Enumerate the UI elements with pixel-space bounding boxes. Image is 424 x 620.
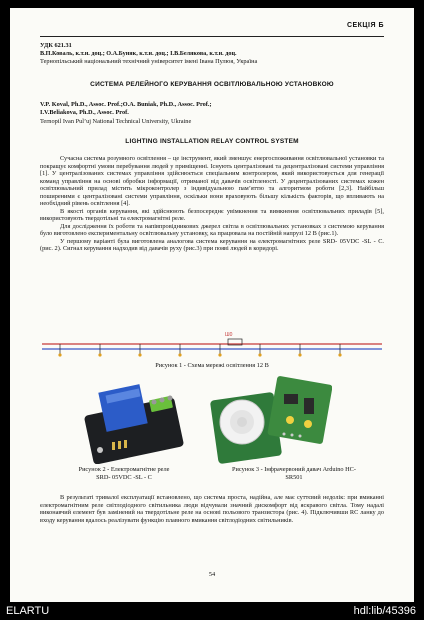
footer-handle: hdl:lib/45396 bbox=[353, 605, 416, 617]
page-header bbox=[40, 22, 384, 37]
switch-label: Ш0 bbox=[225, 332, 233, 338]
udc-code: УДК 621.31 bbox=[40, 42, 72, 49]
pir-sensor-image bbox=[210, 376, 332, 464]
figure1-caption: Рисунок 1 - Схема мережі освітлення 12 В bbox=[155, 362, 269, 369]
repository-footer bbox=[0, 602, 424, 620]
paragraph-2: В якості органів керування, які здійснюють безпосереднє увімкнення та вимкнення освітлювальних приладів [5], використовують твердотільні та електромагнітні реле. bbox=[40, 207, 384, 222]
lighting-network-diagram bbox=[40, 326, 384, 360]
paragraph-1: Сучасна система розумного освітлення – це інструмент, який зменшує енергоспоживання освітлювальної установки та покращує комфортні умови перебування людей у приміщенні. Існують централізовані та децентралізовані системи управління [1]. У централізованих системах управління здійснюється спеціальним контролером, який використовується для генерації команд управління на основі обробки інформації, отриманої від давачів освітленості. У децентралізованих системах кожен освітлювальний прилад містить мікроконтролер з індивідуальною пам’яттю та алгоритмом роботи [2,3]. Найбільш поширеними є централізовані системи управління, оскільки вони враховують більшу кількість факторів, що впливають на необхідний рівень освітлення [4]. bbox=[40, 155, 384, 207]
page-number: 54 bbox=[208, 571, 216, 578]
affiliation-uk: Тернопільський національний технічний університет імені Івана Пулюя, Україна bbox=[40, 58, 258, 65]
paragraph-3: Для дослідження їх роботи та напівпровідникових джерел світла в освітлювальних установках з системою керування було виготовлено експериментальну освітлювальну установку, ка працювала на постійній напрузі 12 В (рис.1). bbox=[40, 222, 384, 237]
figure2-caption-line1: Рисунок 2 - Електромагнітне реле bbox=[78, 466, 170, 473]
authors-en-line2: I.V.Beliakova, Ph.D., Assoc. Prof. bbox=[40, 109, 129, 116]
body-text-top bbox=[40, 155, 384, 253]
figure2-caption bbox=[30, 466, 218, 481]
title-en: LIGHTING INSTALLATION RELAY CONTROL SYSTEM bbox=[125, 138, 299, 145]
paragraph-5: В результаті тривалої експлуатації встановлено, що система проста, надійна, але має суттєвий недолік: при вмиканні електромагнітним реле світлодіодного світильника люди відчували значний дискомфорт від яскравого світла. Тому надалі виконавчий елемент був замінений на твердотільне реле на основі польового транзистора (рис. 4). Підключивши RC ланку до входу керування вдалось реалізувати функцію плавного вмикання світлодіодних світильників. bbox=[40, 494, 384, 524]
section-label: СЕКЦІЯ Б bbox=[346, 22, 384, 29]
figure3-caption-line2: SR501 bbox=[285, 473, 303, 481]
body-text-bottom bbox=[40, 494, 384, 524]
authors-uk: В.П.Коваль, к.т.н. доц.; О.А.Буняк, к.т.н. доц.; І.В.Белякова, к.т.н. доц. bbox=[40, 50, 237, 57]
paragraph-4: У першому варіанті була виготовлена аналогова система керування на електромагнітних реле SRD- 05VDC -SL - C. (рис. 2). Сигнал керування надходив від давачів руху (рис.3) при появі людей в коридорі. bbox=[40, 237, 384, 252]
relay-module-image bbox=[80, 380, 188, 464]
document-page bbox=[10, 8, 414, 602]
affiliation-en: Ternopil Ivan Pul’uj National Technical University, Ukraine bbox=[40, 118, 192, 125]
figure3-caption-line1: Рисунок 3 - Інфрачервоний давач Arduino HC- bbox=[232, 466, 356, 473]
title-uk: СИСТЕМА РЕЛЕЙНОГО КЕРУВАННЯ ОСВІТЛЮВАЛЬНОЮ УСТАНОВКОЮ bbox=[90, 81, 334, 88]
figure3-caption bbox=[200, 466, 388, 481]
footer-repository-name: ELARTU bbox=[6, 605, 50, 617]
authors-en-line1: V.P. Koval, Ph.D., Assoc. Prof.;O.A. Buniak, Ph.D., Assoc. Prof.; bbox=[40, 101, 212, 108]
figure2-caption-line2: SRD- 05VDC -SL - C bbox=[96, 473, 152, 481]
